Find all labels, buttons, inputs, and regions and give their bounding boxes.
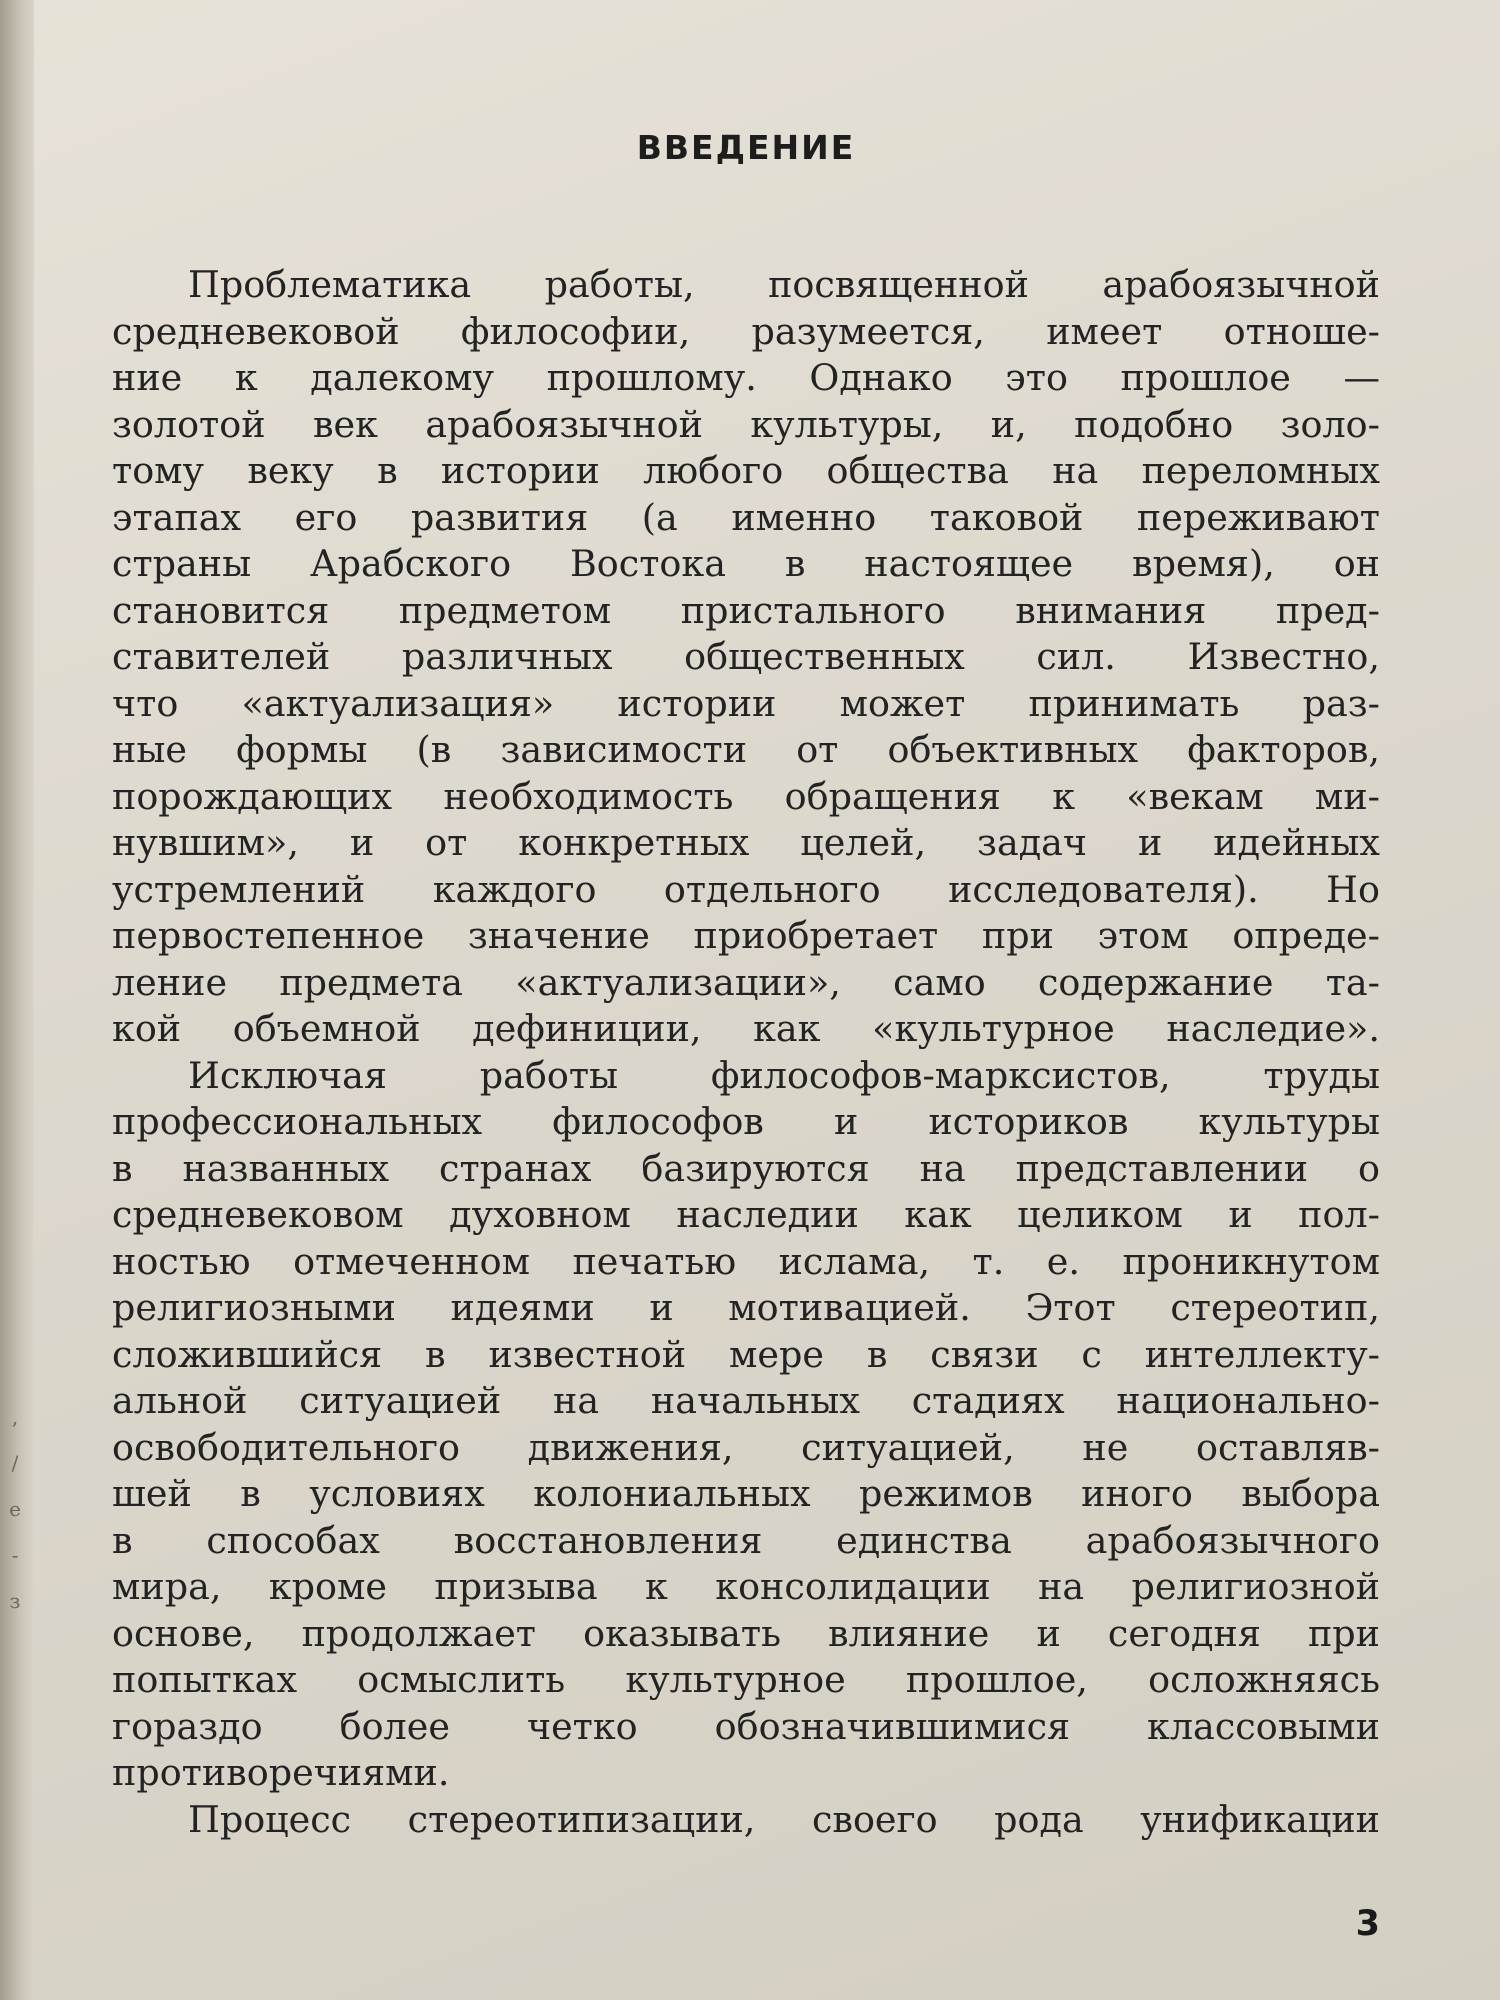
margin-mark: , (11, 1405, 19, 1429)
book-gutter (0, 0, 34, 2000)
text-line: альной ситуацией на начальных стадиях национально- (112, 1379, 1380, 1422)
text-line: в названных странах базируются на представлении о (112, 1146, 1380, 1190)
text-line: становится предметом пристального внимания пред- (112, 588, 1380, 632)
text-line: средневековой философии, разумеется, имеет отноше- (112, 309, 1380, 353)
text-line: нувшим», и от конкретных целей, задач и идейных (112, 821, 1380, 864)
facing-page-margin-marks (2, 1394, 28, 1624)
margin-mark: / (11, 1451, 19, 1475)
text-line: мира, кроме призыва к консолидации на религиозной (112, 1565, 1380, 1608)
text-line: освободительного движения, ситуацией, не оставляв- (112, 1425, 1380, 1469)
text-line: ные формы (в зависимости от объективных факторов, (112, 728, 1380, 771)
text-line: ставителей различных общественных сил. Известно, (112, 635, 1380, 678)
margin-mark: е (9, 1497, 21, 1521)
text-line: шей в условиях колониальных режимов иного выбора (112, 1472, 1380, 1515)
text-line: религиозными идеями и мотивацией. Этот стереотип, (112, 1286, 1380, 1329)
text-line: основе, продолжает оказывать влияние и сегодня при (112, 1611, 1380, 1655)
text-line: ние к далекому прошлому. Однако это прошлое — (112, 356, 1380, 399)
text-line: ностью отмеченном печатью ислама, т. е. проникнутом (112, 1239, 1380, 1283)
book-page (34, 0, 1500, 2000)
text-line: Процесс стереотипизации, своего рода унификации (188, 1797, 1380, 1841)
text-line: этапах его развития (а именно таковой переживают (112, 495, 1380, 539)
text-line: первостепенное значение приобретает при этом опреде- (112, 914, 1380, 957)
text-line: гораздо более четко обозначившимися классовыми (112, 1704, 1380, 1748)
chapter-heading: ВВЕДЕНИЕ (636, 128, 856, 167)
text-line: страны Арабского Востока в настоящее время), он (112, 542, 1380, 585)
text-line: средневековом духовном наследии как целиком и пол- (112, 1193, 1380, 1236)
margin-mark: з (9, 1589, 21, 1613)
text-line: что «актуализация» истории может принимать раз- (112, 681, 1380, 725)
text-line: профессиональных философов и историков культуры (112, 1100, 1380, 1143)
text-line: в способах восстановления единства арабоязычного (112, 1518, 1380, 1562)
text-line: тому веку в истории любого общества на переломных (112, 449, 1380, 492)
text-line: сложившийся в известной мере в связи с интеллекту- (112, 1332, 1380, 1376)
text-line: кой объемной дефиниции, как «культурное наследие». (112, 1007, 1380, 1050)
page-number: 3 (1355, 1904, 1380, 1944)
margin-mark: - (11, 1543, 19, 1567)
text-line: Исключая работы философов-марксистов, труды (188, 1053, 1380, 1097)
text-line: попытках осмыслить культурное прошлое, осложняясь (112, 1658, 1380, 1701)
text-line: Проблематика работы, посвященной арабоязычной (188, 263, 1380, 306)
text-line: противоречиями. (112, 1751, 450, 1794)
text-line: золотой век арабоязычной культуры, и, подобно золо- (112, 402, 1380, 446)
text-line: порождающих необходимость обращения к «векам ми- (112, 774, 1380, 818)
text-line: устремлений каждого отдельного исследователя). Но (112, 867, 1380, 911)
body-text (112, 262, 1380, 1843)
text-line: ление предмета «актуализации», само содержание та- (112, 960, 1380, 1004)
